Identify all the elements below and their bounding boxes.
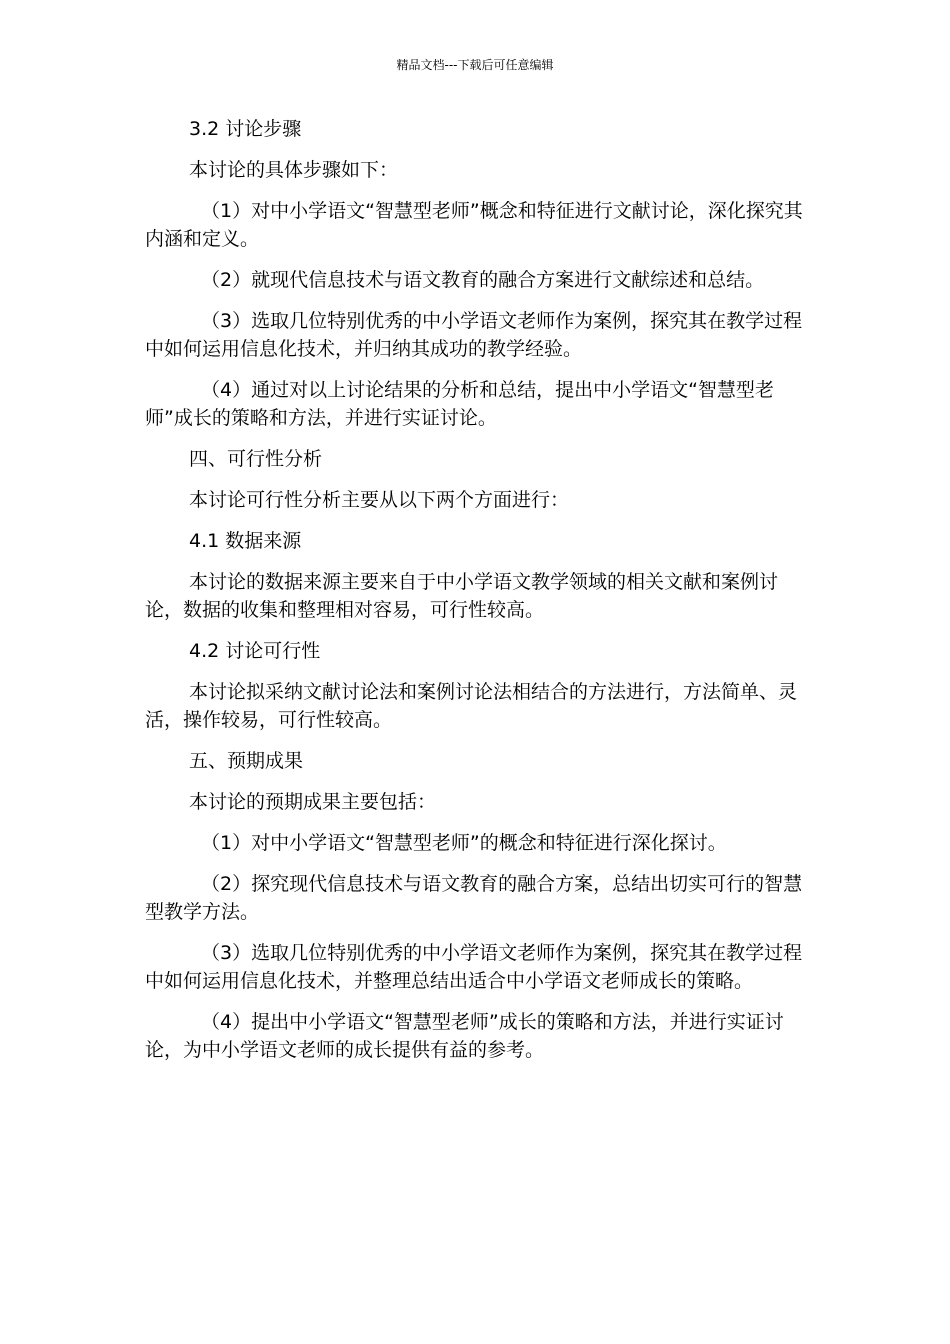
list-item-outcome-2: （2）探究现代信息技术与语文教育的融合方案，总结出切实可行的智慧型教学方法。 [145,873,803,923]
paragraph-feasibility-intro: 本讨论可行性分析主要从以下两个方面进行： [189,489,570,511]
document-body [145,115,810,1077]
heading-section-5: 五、预期成果 [189,750,304,772]
subheading-3-2: 3.2 讨论步骤 [189,118,302,140]
list-item-outcome-4: （4）提出中小学语文“智慧型老师”成长的策略和方法，并进行实证讨论，为中小学语文老师的成长提供有益的参考。 [145,1011,784,1061]
list-item-outcome-3: （3）选取几位特别优秀的中小学语文老师作为案例，探究其在教学过程中如何运用信息化技术，并整理总结出适合中小学语文老师成长的策略。 [145,942,803,992]
paragraph-data-source: 本讨论的数据来源主要来自于中小学语文教学领域的相关文献和案例讨论，数据的收集和整理相对容易，可行性较高。 [145,571,779,621]
heading-section-4: 四、可行性分析 [189,448,323,470]
list-item-step-2: （2）就现代信息技术与语文教育的融合方案进行文献综述和总结。 [201,269,765,291]
subheading-4-2: 4.2 讨论可行性 [189,640,321,662]
subheading-4-1: 4.1 数据来源 [189,530,302,552]
list-item-step-1: （1）对中小学语文“智慧型老师”概念和特征进行文献讨论，深化探究其内涵和定义。 [145,200,803,250]
paragraph-outcomes-intro: 本讨论的预期成果主要包括： [189,791,437,813]
paragraph-method-feasibility: 本讨论拟采纳文献讨论法和案例讨论法相结合的方法进行，方法简单、灵活，操作较易，可行性较高。 [145,681,798,731]
paragraph-steps-intro: 本讨论的具体步骤如下： [189,159,399,181]
page-header: 精品文档---下载后可任意编辑 [396,58,554,72]
list-item-outcome-1: （1）对中小学语文“智慧型老师”的概念和特征进行深化探讨。 [201,832,727,854]
list-item-step-3: （3）选取几位特别优秀的中小学语文老师作为案例，探究其在教学过程中如何运用信息化技术，并归纳其成功的教学经验。 [145,310,803,360]
list-item-step-4: （4）通过对以上讨论结果的分析和总结，提出中小学语文“智慧型老师”成长的策略和方法，并进行实证讨论。 [145,379,774,429]
